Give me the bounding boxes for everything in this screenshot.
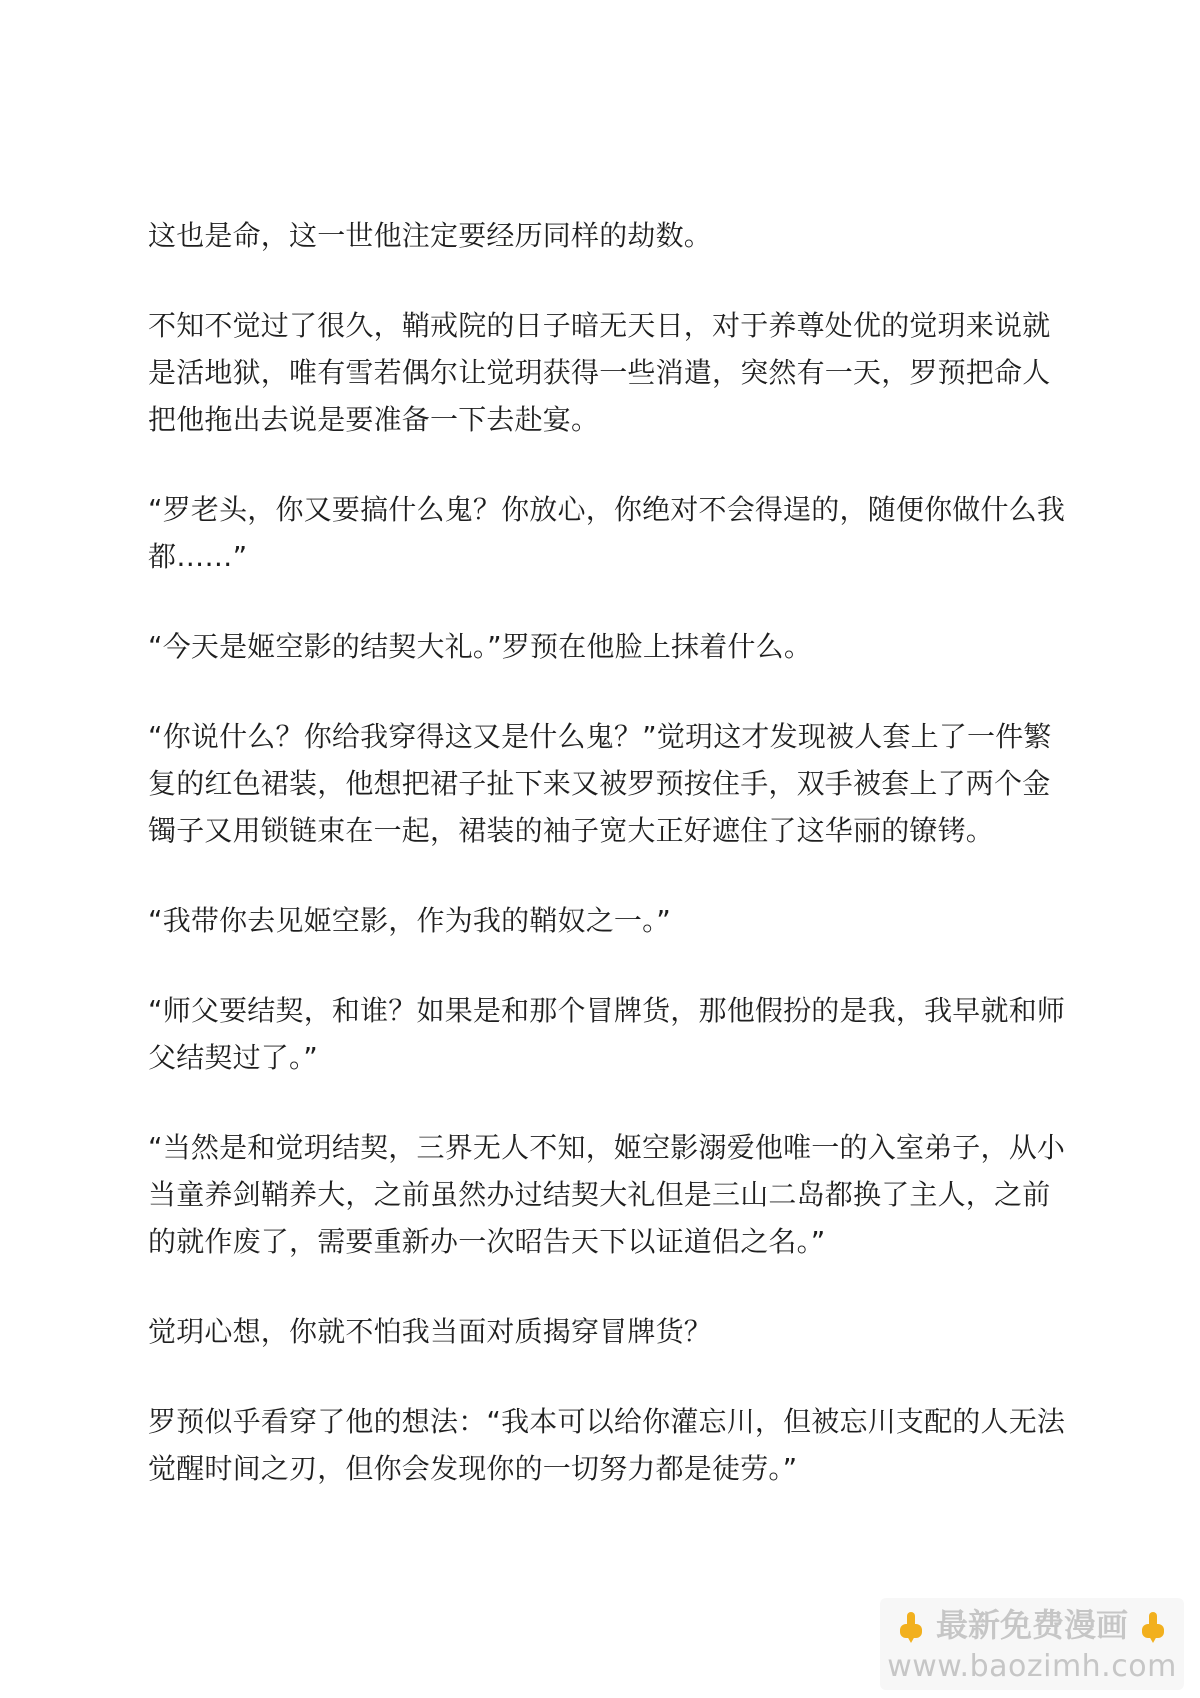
- paragraph: 这也是命，这一世他注定要经历同样的劫数。: [148, 219, 713, 252]
- paragraph: 罗预似乎看穿了他的想法：“我本可以给你灌忘川，但被忘川支配的人无法觉醒时间之刃，但你会发现你的一切努力都是徒劳。”: [148, 1405, 1066, 1485]
- paragraph: “你说什么？你给我穿得这又是什么鬼？”觉玥这才发现被人套上了一件繁复的红色裙装，他想把裙子扯下来又被罗预按住手，双手被套上了两个金镯子又用锁链束在一起，裙装的袖子宽大正好遮住了这华丽的镣铐。: [148, 720, 1052, 847]
- watermark-url: www.baozimh.com: [887, 1649, 1177, 1684]
- watermark-title-row: [880, 1604, 1184, 1646]
- paragraph: “师父要结契，和谁？如果是和那个冒牌货，那他假扮的是我，我早就和师父结契过了。”: [148, 994, 1066, 1074]
- watermark: [880, 1598, 1184, 1690]
- paragraph: “我带你去见姬空影，作为我的鞘奴之一。”: [148, 904, 672, 937]
- pointing-down-hand-icon: [897, 1610, 925, 1644]
- story-text: [148, 212, 1068, 1492]
- watermark-title: 最新免费漫画: [935, 1606, 1128, 1644]
- paragraph: “当然是和觉玥结契，三界无人不知，姬空影溺爱他唯一的入室弟子，从小当童养剑鞘养大，之前虽然办过结契大礼但是三山二岛都换了主人，之前的就作废了，需要重新办一次昭告天下以证道侣之名。”: [148, 1131, 1066, 1258]
- paragraph: “今天是姬空影的结契大礼。”罗预在他脸上抹着什么。: [148, 630, 813, 663]
- paragraph: 不知不觉过了很久，鞘戒院的日子暗无天日，对于养尊处优的觉玥来说就是活地狱，唯有雪若偶尔让觉玥获得一些消遣，突然有一天，罗预把命人把他拖出去说是要准备一下去赴宴。: [148, 309, 1051, 436]
- paragraph: 觉玥心想，你就不怕我当面对质揭穿冒牌货？: [148, 1315, 713, 1348]
- paragraph: “罗老头，你又要搞什么鬼？你放心，你绝对不会得逞的，随便你做什么我都……”: [148, 493, 1066, 573]
- pointing-down-hand-icon: [1139, 1610, 1167, 1644]
